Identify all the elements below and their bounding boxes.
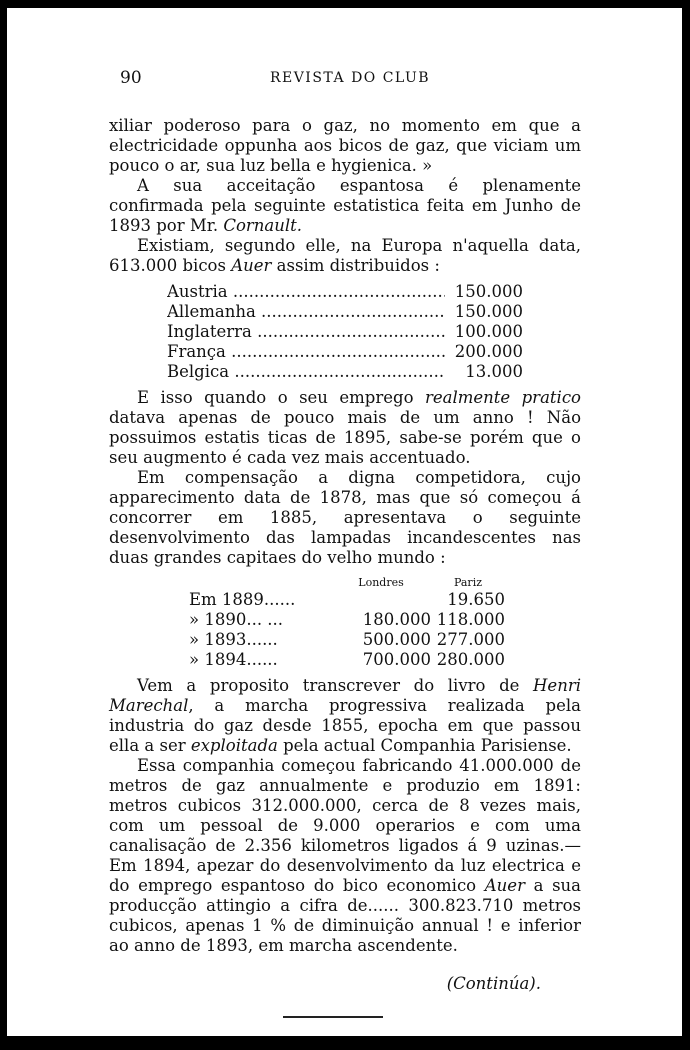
- page-header: [120, 68, 580, 90]
- country-value: 200.000: [454, 342, 523, 361]
- country-name: Austria .....: [167, 282, 445, 302]
- paragraph-3: Existiam, segundo elle, na Europa n'aquella data, 613.000 bicos Auer assim distribuidos :: [109, 236, 581, 275]
- londres-cell: 500.000: [362, 630, 431, 649]
- table-row: [167, 342, 523, 362]
- paragraph-5: Em compensação a digna competidora, cujo apparecimento data de 1878, mas que só começou á concorrer em 1885, apresentava o seguinte desenvolvimento das lampadas incandescentes nas duas grandes capitaes do velho mundo :: [109, 468, 581, 567]
- pariz-cell: 19.650: [447, 590, 505, 609]
- brand-name: Auer: [484, 876, 525, 895]
- country-name: França .....: [167, 342, 445, 362]
- londres-cell: 700.000: [362, 650, 431, 669]
- londres-cell: 180.000: [362, 610, 431, 629]
- table-row: [189, 650, 505, 670]
- table-row: [167, 362, 523, 382]
- country-name: Inglaterra .....: [167, 322, 445, 342]
- table-row: [189, 610, 505, 630]
- table-row: [167, 302, 523, 322]
- paragraph-4: E isso quando o seu emprego realmente pratico datava apenas de pouco mais de um anno ! Não possuimos estatis ticas de 1895, sabe-se porém que o seu augmento é cada vez mais accentuado.: [109, 388, 581, 467]
- author-name: Cornault.: [223, 216, 303, 235]
- year-cell: Em 1889......: [189, 590, 296, 609]
- paragraph-2: A sua acceitação espantosa é plenamente confirmada pela seguinte estatistica feita em Junho de 1893 por Mr. Cornault.: [109, 176, 581, 235]
- emphasis: realmente pratico: [424, 388, 581, 407]
- running-title: REVISTA DO CLUB: [269, 70, 431, 86]
- pariz-cell: 280.000: [436, 650, 505, 669]
- year-cell: » 1893......: [189, 630, 278, 649]
- brand-name: Auer: [231, 256, 272, 275]
- divider-rule: [283, 1016, 383, 1018]
- author-name: Henri Marechal: [109, 676, 581, 715]
- paragraph-1: xiliar poderoso para o gaz, no momento em que a electricidade oppunha aos bicos de gaz, que viciam um pouco o ar, sua luz bella e hygienica. »: [109, 116, 581, 175]
- table-row: [167, 322, 523, 342]
- column-header-londres: Londres: [358, 576, 404, 589]
- country-name: Belgica .....: [167, 362, 445, 382]
- country-value: 150.000: [454, 302, 523, 321]
- country-value: 13.000: [465, 362, 523, 381]
- table-row: [189, 590, 505, 610]
- year-cell: » 1890... ...: [189, 610, 284, 629]
- table-header: [189, 576, 505, 590]
- paragraph-6: Vem a proposito transcrever do livro de Henri Marechal, a marcha progressiva realizada pela industria do gaz desde 1855, epocha em que passou ella a ser exploitada pela actual Companhia Parisiense.: [109, 676, 581, 755]
- table-row: [189, 630, 505, 650]
- table-row: [167, 282, 523, 302]
- londres-cell: [331, 590, 431, 610]
- column-header-pariz: Pariz: [453, 576, 483, 589]
- country-value: 100.000: [454, 322, 523, 341]
- paragraph-7: Essa companhia começou fabricando 41.000.000 de metros de gaz annualmente e produzio em 1891: metros cubicos 312.000.000, cerca de 8 vezes mais, com um pessoal de 9.000 operarios e com uma canalisação de 2.356 kilometros ligados á 9 uzinas.—Em 1894, apezar do desenvolvimento da luz electrica e do emprego espantoso do bico economico Auer a sua producção attingio a cifra de...... 300.823.710 metros cubicos, apenas 1 % de diminuição annual ! e inferior ao anno de 1893, em marcha ascendente.: [109, 756, 582, 955]
- article-body: [109, 116, 581, 1018]
- page-number: 90: [120, 68, 142, 88]
- lamp-table: [189, 576, 505, 670]
- country-name: Allemanha .....: [167, 302, 445, 322]
- page: [7, 8, 682, 1036]
- year-cell: » 1894......: [189, 650, 278, 669]
- pariz-cell: 277.000: [436, 630, 505, 649]
- country-value: 150.000: [454, 282, 523, 301]
- emphasis: exploitada: [190, 736, 278, 755]
- continued-note: (Continúa).: [446, 974, 541, 993]
- pariz-cell: 118.000: [436, 610, 505, 629]
- auer-distribution-table: [167, 282, 523, 382]
